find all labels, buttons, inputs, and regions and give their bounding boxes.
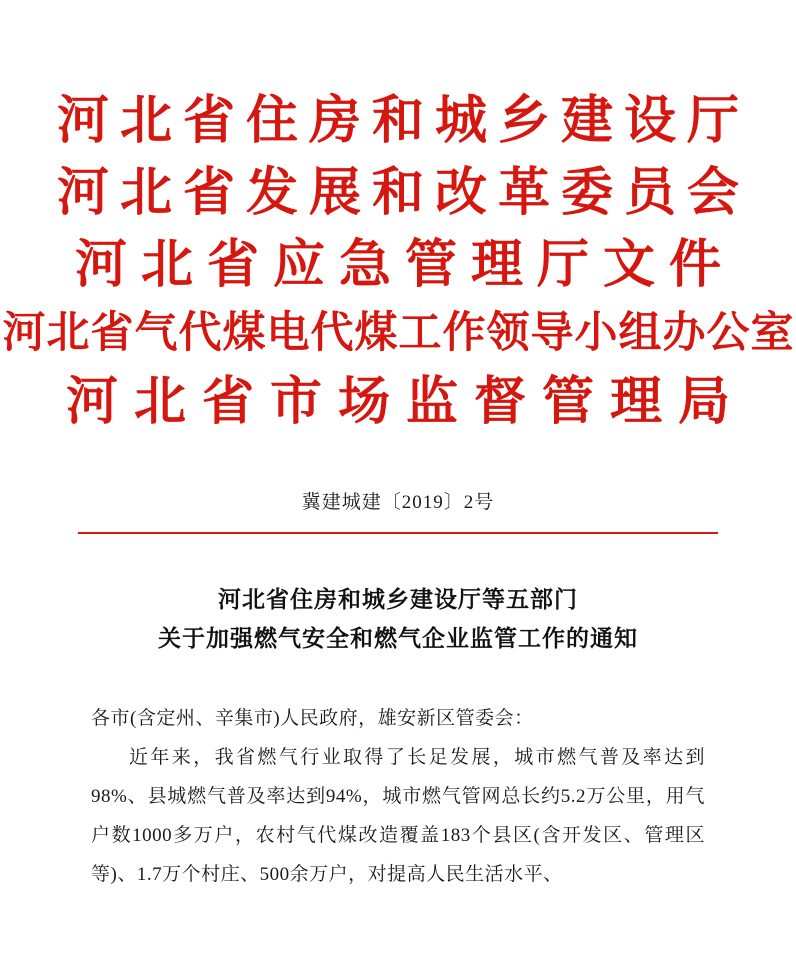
masthead xyxy=(0,0,796,429)
document-body xyxy=(91,700,705,895)
body-addressee: 各市(含定州、辛集市)人民政府，雄安新区管委会： xyxy=(91,708,534,730)
document-title-line-1: 河北省住房和城乡建设厅等五部门 xyxy=(218,587,578,612)
masthead-line-1: 河北省住房和城乡建设厅 xyxy=(56,93,750,150)
masthead-line-3: 河北省应急管理厅文件 xyxy=(74,237,735,294)
masthead-line-2: 河北省发展和改革委员会 xyxy=(56,165,750,222)
document-number: 冀建城建〔2019〕2号 xyxy=(301,492,495,513)
document-title xyxy=(0,580,796,658)
masthead-line-4: 河北省气代煤电代煤工作领导小组办公室 xyxy=(2,310,795,357)
masthead-line-5: 河北省市场监督管理局 xyxy=(65,374,746,431)
document-title-line-2: 关于加强燃气安全和燃气企业监管工作的通知 xyxy=(158,626,638,652)
body-paragraph-1: 近年来，我省燃气行业取得了长足发展，城市燃气普及率达到98%、县城燃气普及率达到94%，城市燃气管网总长约5.2万公里，用气户数1000多万户，农村气代煤改造覆盖183个县区(含开发区、管理区等)、1.7万个村庄、500余万户，对提高人民生活水平、 xyxy=(91,747,705,885)
red-divider-rule xyxy=(78,532,718,534)
